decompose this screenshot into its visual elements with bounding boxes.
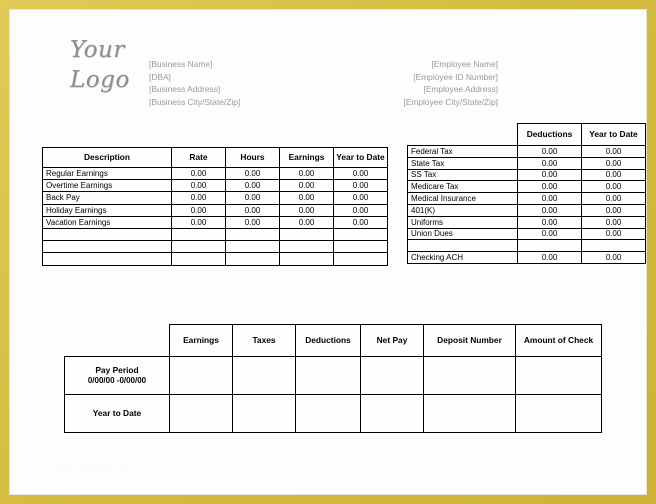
earnings-row-ytd[interactable] [334,253,388,265]
employee-city-state-zip: [Employee City/State/Zip] [403,96,498,107]
earnings-row-ytd[interactable]: 0.00 [334,204,388,216]
pay-stub-sheet [13,13,643,491]
table-row-empty[interactable] [43,228,388,240]
employee-address: [Employee Address] [423,84,498,95]
summary-cell-deposit-number[interactable] [424,395,516,433]
business-name: [Business Name] [149,59,213,69]
summary-cell-deductions[interactable] [296,395,361,433]
earnings-row-label[interactable] [43,253,172,265]
earnings-row-hours[interactable] [226,228,280,240]
summary-header-deposit-number: Deposit Number [424,325,516,357]
deduction-row-amount[interactable]: 0.00 [518,252,582,264]
deduction-row-label: Uniforms [408,216,518,228]
table-row[interactable] [43,168,388,180]
earnings-row-earnings[interactable] [280,241,334,253]
summary-table [64,324,602,433]
earnings-row-hours[interactable] [226,241,280,253]
business-info-block [149,58,240,108]
deduction-row-label: SS Tax [408,169,518,181]
table-row-empty[interactable] [43,253,388,265]
earnings-row-label[interactable] [43,241,172,253]
table-row[interactable] [65,357,602,395]
earnings-row-earnings[interactable]: 0.00 [280,168,334,180]
employee-info-block [404,58,499,108]
year-to-date-title: Year to Date [92,408,142,419]
table-row-empty[interactable] [408,240,646,252]
business-dba: [DBA] [149,71,171,82]
table-row[interactable] [408,228,646,240]
earnings-row-rate[interactable]: 0.00 [172,192,226,204]
deductions-header-blank [408,124,518,146]
summary-row-label-year-to-date [65,395,170,433]
earnings-header-rate: Rate [172,148,226,168]
employee-name: [Employee Name] [431,59,498,69]
logo-line-2: Logo [70,67,130,94]
deduction-row-ytd[interactable]: 0.00 [582,204,646,216]
watermark-text: www.template.net [55,464,128,473]
summary-cell-taxes[interactable] [233,395,296,433]
deduction-row-ytd[interactable]: 0.00 [582,169,646,181]
deduction-row-ytd[interactable] [582,240,646,252]
employee-id-number: [Employee ID Number] [413,71,498,82]
table-row[interactable] [43,204,388,216]
logo-line-1: Your [70,37,125,63]
earnings-row-earnings[interactable]: 0.00 [280,192,334,204]
summary-header-blank [65,325,170,357]
earnings-row-ytd[interactable]: 0.00 [334,180,388,192]
summary-cell-earnings[interactable] [170,395,233,433]
earnings-row-hours[interactable]: 0.00 [226,216,280,228]
earnings-row-hours[interactable] [226,253,280,265]
deduction-row-amount[interactable]: 0.00 [518,146,582,158]
table-row[interactable] [408,252,646,264]
summary-cell-deductions[interactable] [296,357,361,395]
summary-header-earnings: Earnings [170,325,233,357]
summary-header-row [65,325,602,357]
table-row[interactable] [408,193,646,205]
pay-period-title: Pay Period [95,364,139,375]
earnings-row-ytd[interactable]: 0.00 [334,168,388,180]
deduction-row-label: Checking ACH [408,252,518,264]
deduction-row-label: Union Dues [408,228,518,240]
deduction-row-amount[interactable]: 0.00 [518,216,582,228]
table-row[interactable] [408,169,646,181]
deduction-row-amount[interactable]: 0.00 [518,193,582,205]
table-row-empty[interactable] [43,241,388,253]
earnings-row-label: Back Pay [43,192,172,204]
summary-header-amount-of-check: Amount of Check [516,325,602,357]
earnings-row-rate[interactable] [172,253,226,265]
deduction-row-ytd[interactable]: 0.00 [582,146,646,158]
deduction-row-amount[interactable]: 0.00 [518,181,582,193]
earnings-row-ytd[interactable] [334,228,388,240]
table-row[interactable] [408,146,646,158]
deduction-row-label[interactable] [408,240,518,252]
deductions-header-row [408,124,646,146]
business-address: [Business Address] [149,84,221,95]
earnings-row-rate[interactable]: 0.00 [172,204,226,216]
deduction-row-ytd[interactable]: 0.00 [582,181,646,193]
deductions-header-deductions: Deductions [518,124,582,146]
summary-cell-deposit-number[interactable] [424,357,516,395]
table-row[interactable] [43,216,388,228]
deduction-row-ytd[interactable]: 0.00 [582,157,646,169]
earnings-header-row [43,148,388,168]
earnings-row-earnings[interactable] [280,228,334,240]
earnings-header-hours: Hours [226,148,280,168]
earnings-row-earnings[interactable]: 0.00 [280,180,334,192]
earnings-row-rate[interactable] [172,228,226,240]
summary-header-net-pay: Net Pay [361,325,424,357]
earnings-row-label: Holiday Earnings [43,204,172,216]
earnings-row-rate[interactable]: 0.00 [172,216,226,228]
table-row[interactable] [408,181,646,193]
deduction-row-amount[interactable] [518,240,582,252]
pay-period-dates: 0/00/00 -0/00/00 [87,375,147,385]
earnings-row-hours[interactable]: 0.00 [226,180,280,192]
earnings-row-hours[interactable]: 0.00 [226,192,280,204]
table-row[interactable] [408,157,646,169]
table-row[interactable] [408,204,646,216]
deduction-row-ytd[interactable]: 0.00 [582,193,646,205]
deduction-row-label: Medicare Tax [408,181,518,193]
business-city-state-zip: [Business City/State/Zip] [149,96,241,107]
summary-cell-amount-of-check[interactable] [516,357,602,395]
earnings-header-ytd: Year to Date [334,148,388,168]
deduction-row-ytd[interactable]: 0.00 [582,216,646,228]
summary-header-taxes: Taxes [233,325,296,357]
earnings-row-label: Regular Earnings [43,168,172,180]
earnings-row-label: Overtime Earnings [43,180,172,192]
deduction-row-amount[interactable]: 0.00 [518,157,582,169]
earnings-row-label[interactable] [43,228,172,240]
summary-cell-earnings[interactable] [170,357,233,395]
earnings-header-earnings: Earnings [280,148,334,168]
earnings-row-rate[interactable]: 0.00 [172,168,226,180]
deduction-row-label: Federal Tax [408,146,518,158]
earnings-row-label: Vacation Earnings [43,216,172,228]
table-row[interactable] [65,395,602,433]
summary-header-deductions: Deductions [296,325,361,357]
table-row[interactable] [43,180,388,192]
deduction-row-amount[interactable]: 0.00 [518,169,582,181]
earnings-row-earnings[interactable]: 0.00 [280,216,334,228]
earnings-table [42,147,388,266]
earnings-row-rate[interactable] [172,241,226,253]
deduction-row-ytd[interactable]: 0.00 [582,252,646,264]
deduction-row-amount[interactable]: 0.00 [518,228,582,240]
deductions-header-ytd: Year to Date [582,124,646,146]
earnings-row-ytd[interactable]: 0.00 [334,192,388,204]
page-inner-border [9,9,647,495]
deduction-row-ytd[interactable]: 0.00 [582,228,646,240]
summary-cell-net-pay[interactable] [361,395,424,433]
earnings-row-rate[interactable]: 0.00 [172,180,226,192]
earnings-row-hours[interactable]: 0.00 [226,204,280,216]
summary-row-label-pay-period [65,357,170,395]
deduction-row-label: State Tax [408,157,518,169]
earnings-row-ytd[interactable] [334,241,388,253]
deduction-row-label: 401(K) [408,204,518,216]
deductions-table [407,123,646,264]
deduction-row-label: Medical Insurance [408,193,518,205]
earnings-header-description: Description [43,148,172,168]
earnings-row-hours[interactable]: 0.00 [226,168,280,180]
earnings-row-earnings[interactable]: 0.00 [280,204,334,216]
summary-cell-amount-of-check[interactable] [516,395,602,433]
table-row[interactable] [43,192,388,204]
earnings-row-ytd[interactable]: 0.00 [334,216,388,228]
summary-cell-net-pay[interactable] [361,357,424,395]
summary-cell-taxes[interactable] [233,357,296,395]
deduction-row-amount[interactable]: 0.00 [518,204,582,216]
earnings-row-earnings[interactable] [280,253,334,265]
table-row[interactable] [408,216,646,228]
